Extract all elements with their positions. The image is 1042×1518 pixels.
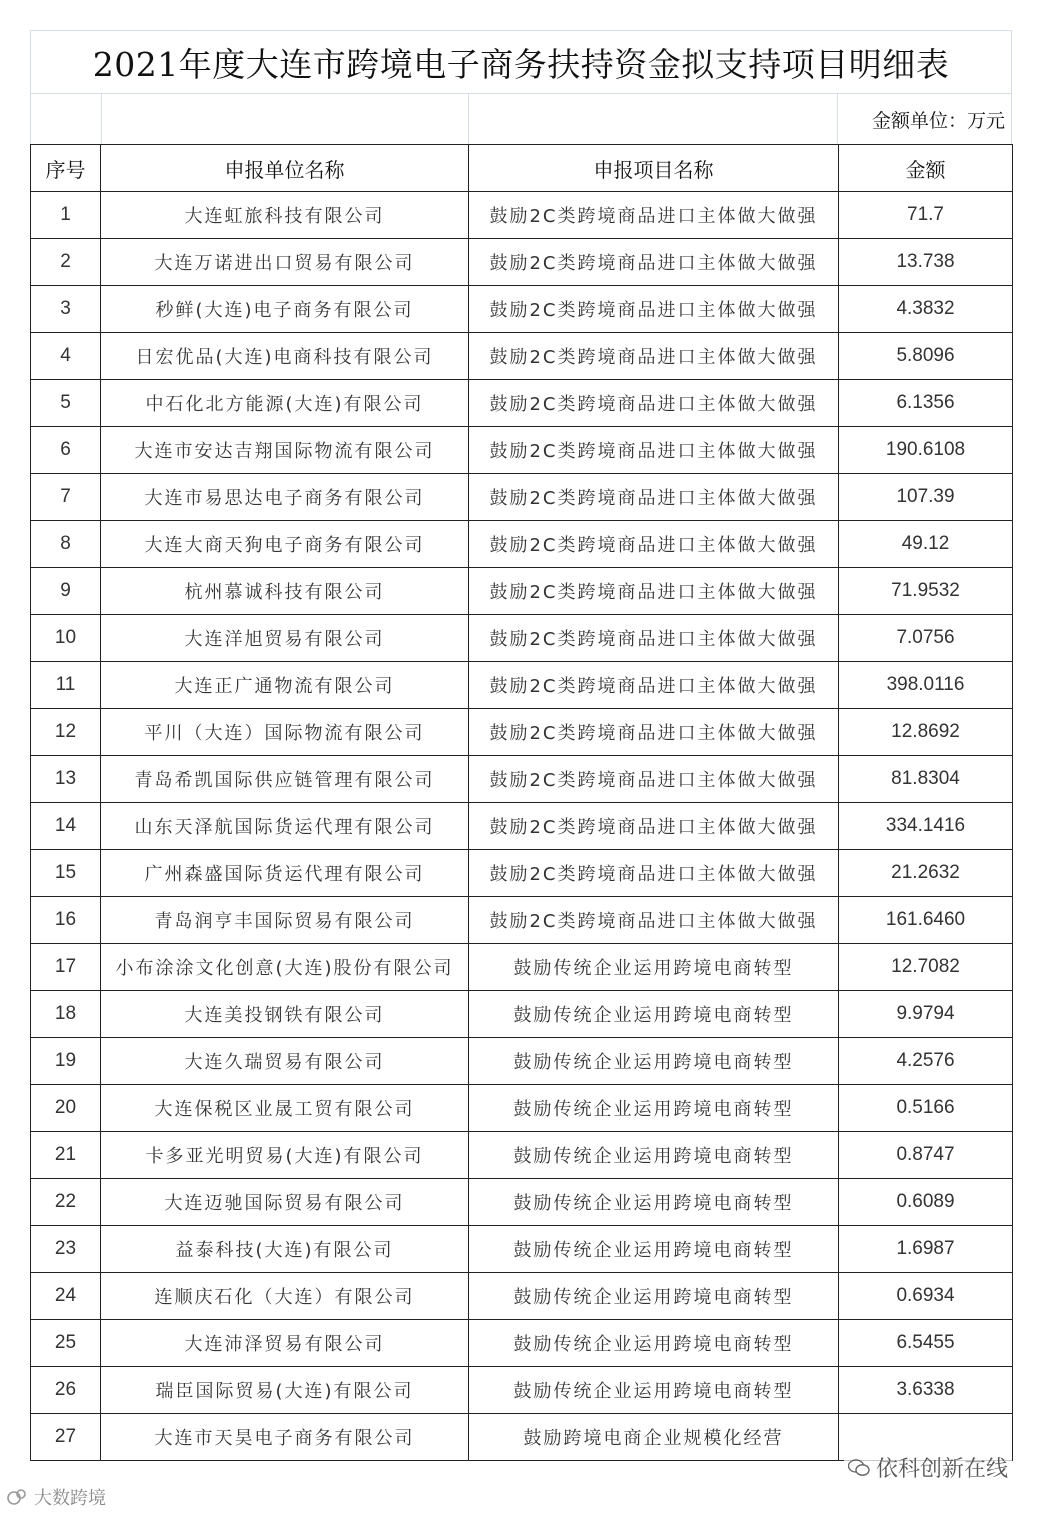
table-row: [31, 1038, 1013, 1085]
company-name: 大连久瑞贸易有限公司: [101, 1038, 469, 1085]
company-name: 大连沛泽贸易有限公司: [101, 1320, 469, 1367]
table-row: [31, 474, 1013, 521]
amount-value: 7.0756: [839, 615, 1013, 662]
project-name: 鼓励2C类跨境商品进口主体做大做强: [469, 427, 839, 474]
row-number: 20: [31, 1085, 101, 1132]
detail-table: [30, 144, 1013, 1461]
amount-value: 398.0116: [839, 662, 1013, 709]
company-name: 广州森盛国际货运代理有限公司: [101, 850, 469, 897]
wechat-icon: [848, 1459, 870, 1477]
company-name: 瑞臣国际贸易(大连)有限公司: [101, 1367, 469, 1414]
unit-row: [30, 93, 1012, 144]
row-number: 6: [31, 427, 101, 474]
row-number: 22: [31, 1179, 101, 1226]
project-name: 鼓励跨境电商企业规模化经营: [469, 1414, 839, 1461]
table-row: [31, 850, 1013, 897]
row-number: 5: [31, 380, 101, 427]
row-number: 10: [31, 615, 101, 662]
row-number: 14: [31, 803, 101, 850]
table-row: [31, 1179, 1013, 1226]
project-name: 鼓励2C类跨境商品进口主体做大做强: [469, 615, 839, 662]
table-row: [31, 615, 1013, 662]
row-number: 26: [31, 1367, 101, 1414]
table-row: [31, 991, 1013, 1038]
watermark-right-text: 依科创新在线: [875, 1457, 1008, 1482]
company-name: 益泰科技(大连)有限公司: [101, 1226, 469, 1273]
amount-value: 9.9794: [839, 991, 1013, 1038]
row-number: 11: [31, 662, 101, 709]
row-number: 15: [31, 850, 101, 897]
amount-value: 12.8692: [839, 709, 1013, 756]
project-name: 鼓励2C类跨境商品进口主体做大做强: [469, 803, 839, 850]
row-number: 4: [31, 333, 101, 380]
company-name: 山东天泽航国际货运代理有限公司: [101, 803, 469, 850]
table-row: [31, 1320, 1013, 1367]
table-row: [31, 239, 1013, 286]
company-name: 日宏优品(大连)电商科技有限公司: [101, 333, 469, 380]
table-row: [31, 1273, 1013, 1320]
table-row: [31, 803, 1013, 850]
project-name: 鼓励传统企业运用跨境电商转型: [469, 1273, 839, 1320]
amount-value: 107.39: [839, 474, 1013, 521]
table-row: [31, 944, 1013, 991]
row-number: 12: [31, 709, 101, 756]
company-name: 大连保税区业晟工贸有限公司: [101, 1085, 469, 1132]
company-name: 大连虹旅科技有限公司: [101, 192, 469, 239]
row-number: 2: [31, 239, 101, 286]
amount-value: 1.6987: [839, 1226, 1013, 1273]
project-name: 鼓励2C类跨境商品进口主体做大做强: [469, 662, 839, 709]
row-number: 21: [31, 1132, 101, 1179]
amount-value: 190.6108: [839, 427, 1013, 474]
company-name: 杭州慕诚科技有限公司: [101, 568, 469, 615]
project-name: 鼓励传统企业运用跨境电商转型: [469, 1085, 839, 1132]
table-row: [31, 662, 1013, 709]
row-number: 19: [31, 1038, 101, 1085]
amount-value: 0.5166: [839, 1085, 1013, 1132]
unit-label: 金额单位：万元: [871, 109, 1005, 132]
header-company: 申报单位名称: [101, 145, 469, 192]
project-name: 鼓励传统企业运用跨境电商转型: [469, 1226, 839, 1273]
project-name: 鼓励2C类跨境商品进口主体做大做强: [469, 474, 839, 521]
company-name: 大连万诺进出口贸易有限公司: [101, 239, 469, 286]
company-name: 青岛润亨丰国际贸易有限公司: [101, 897, 469, 944]
table-row: [31, 568, 1013, 615]
amount-value: 21.2632: [839, 850, 1013, 897]
company-name: 大连市易思达电子商务有限公司: [101, 474, 469, 521]
row-number: 8: [31, 521, 101, 568]
table-title: 2021年度大连市跨境电子商务扶持资金拟支持项目明细表: [30, 30, 1012, 93]
project-name: 鼓励2C类跨境商品进口主体做大做强: [469, 568, 839, 615]
row-number: 16: [31, 897, 101, 944]
table-row: [31, 756, 1013, 803]
company-name: 大连迈驰国际贸易有限公司: [101, 1179, 469, 1226]
empty-cell: [31, 94, 102, 144]
table-row: [31, 1367, 1013, 1414]
amount-value: 0.6934: [839, 1273, 1013, 1320]
project-name: 鼓励2C类跨境商品进口主体做大做强: [469, 239, 839, 286]
amount-value: 4.2576: [839, 1038, 1013, 1085]
project-name: 鼓励2C类跨境商品进口主体做大做强: [469, 333, 839, 380]
header-row: [31, 145, 1013, 192]
row-number: 13: [31, 756, 101, 803]
company-name: 大连美投钢铁有限公司: [101, 991, 469, 1038]
company-name: 大连正广通物流有限公司: [101, 662, 469, 709]
watermark-right: [844, 1450, 1012, 1485]
company-name: 平川（大连）国际物流有限公司: [101, 709, 469, 756]
row-number: 18: [31, 991, 101, 1038]
table-row: [31, 286, 1013, 333]
row-number: 1: [31, 192, 101, 239]
header-amount: 金额: [839, 145, 1013, 192]
empty-cell: [102, 94, 469, 144]
header-no: 序号: [31, 145, 101, 192]
table-row: [31, 427, 1013, 474]
amount-value: 6.5455: [839, 1320, 1013, 1367]
company-name: 秒鲜(大连)电子商务有限公司: [101, 286, 469, 333]
table-row: [31, 521, 1013, 568]
company-name: 大连市天昊电子商务有限公司: [101, 1414, 469, 1461]
project-name: 鼓励2C类跨境商品进口主体做大做强: [469, 521, 839, 568]
amount-value: 4.3832: [839, 286, 1013, 333]
amount-value: 0.6089: [839, 1179, 1013, 1226]
amount-value: 71.7: [839, 192, 1013, 239]
table-row: [31, 192, 1013, 239]
amount-value: 3.6338: [839, 1367, 1013, 1414]
table-row: [31, 1132, 1013, 1179]
row-number: 24: [31, 1273, 101, 1320]
table-row: [31, 897, 1013, 944]
spreadsheet: [30, 30, 1012, 1461]
project-name: 鼓励2C类跨境商品进口主体做大做强: [469, 380, 839, 427]
logo-icon: [6, 1488, 28, 1506]
company-name: 大连洋旭贸易有限公司: [101, 615, 469, 662]
watermark-left-text: 大数跨境: [34, 1488, 106, 1509]
project-name: 鼓励2C类跨境商品进口主体做大做强: [469, 192, 839, 239]
row-number: 7: [31, 474, 101, 521]
row-number: 23: [31, 1226, 101, 1273]
row-number: 25: [31, 1320, 101, 1367]
row-number: 3: [31, 286, 101, 333]
row-number: 17: [31, 944, 101, 991]
project-name: 鼓励传统企业运用跨境电商转型: [469, 1132, 839, 1179]
amount-value: 13.738: [839, 239, 1013, 286]
amount-value: 6.1356: [839, 380, 1013, 427]
project-name: 鼓励传统企业运用跨境电商转型: [469, 1038, 839, 1085]
amount-value: 0.8747: [839, 1132, 1013, 1179]
table-row: [31, 1085, 1013, 1132]
row-number: 27: [31, 1414, 101, 1461]
project-name: 鼓励2C类跨境商品进口主体做大做强: [469, 850, 839, 897]
project-name: 鼓励传统企业运用跨境电商转型: [469, 1367, 839, 1414]
project-name: 鼓励2C类跨境商品进口主体做大做强: [469, 897, 839, 944]
header-project: 申报项目名称: [469, 145, 839, 192]
project-name: 鼓励传统企业运用跨境电商转型: [469, 1320, 839, 1367]
row-number: 9: [31, 568, 101, 615]
project-name: 鼓励传统企业运用跨境电商转型: [469, 991, 839, 1038]
company-name: 中石化北方能源(大连)有限公司: [101, 380, 469, 427]
company-name: 大连大商天狗电子商务有限公司: [101, 521, 469, 568]
table-body: [31, 192, 1013, 1461]
company-name: 大连市安达吉翔国际物流有限公司: [101, 427, 469, 474]
project-name: 鼓励2C类跨境商品进口主体做大做强: [469, 709, 839, 756]
company-name: 连顺庆石化（大连）有限公司: [101, 1273, 469, 1320]
table-row: [31, 333, 1013, 380]
amount-value: 71.9532: [839, 568, 1013, 615]
watermark-left: [6, 1484, 106, 1510]
amount-value: 161.6460: [839, 897, 1013, 944]
table-row: [31, 380, 1013, 427]
empty-cell: [469, 94, 838, 144]
amount-value: 334.1416: [839, 803, 1013, 850]
project-name: 鼓励2C类跨境商品进口主体做大做强: [469, 756, 839, 803]
amount-value: 12.7082: [839, 944, 1013, 991]
amount-value: 49.12: [839, 521, 1013, 568]
table-row: [31, 1226, 1013, 1273]
company-name: 小布涂涂文化创意(大连)股份有限公司: [101, 944, 469, 991]
company-name: 青岛希凯国际供应链管理有限公司: [101, 756, 469, 803]
company-name: 卡多亚光明贸易(大连)有限公司: [101, 1132, 469, 1179]
table-row: [31, 709, 1013, 756]
amount-value: 81.8304: [839, 756, 1013, 803]
project-name: 鼓励传统企业运用跨境电商转型: [469, 1179, 839, 1226]
amount-value: 5.8096: [839, 333, 1013, 380]
project-name: 鼓励2C类跨境商品进口主体做大做强: [469, 286, 839, 333]
project-name: 鼓励传统企业运用跨境电商转型: [469, 944, 839, 991]
